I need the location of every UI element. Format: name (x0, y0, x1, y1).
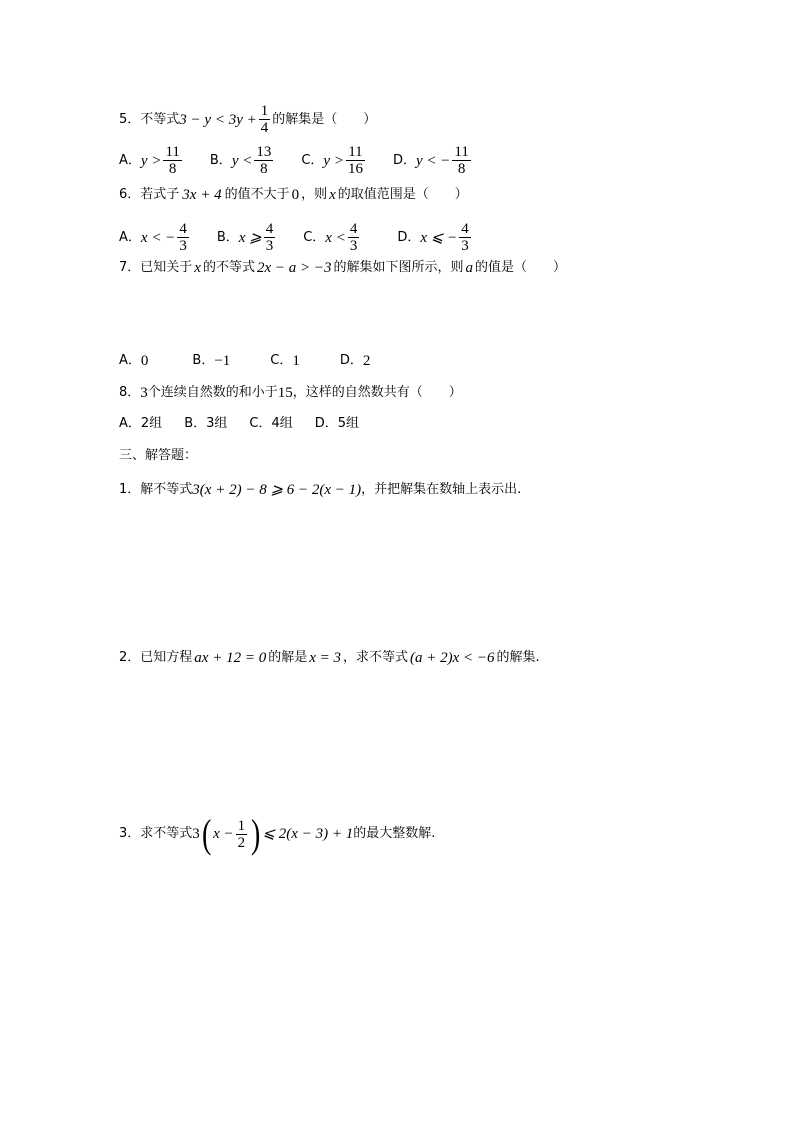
s3-text-pre: 求不等式 (140, 826, 193, 841)
question-8 (119, 383, 462, 403)
option-label: A． (119, 152, 141, 168)
option-label: B． (192, 353, 215, 368)
q7-var2: a (465, 260, 474, 276)
frac-den: 8 (260, 161, 268, 177)
option-value: 0 (140, 353, 149, 369)
frac-num: 4 (265, 221, 274, 237)
left-paren-icon: ( (201, 811, 212, 856)
q6-option-c[interactable] (303, 221, 361, 254)
s2-expression3: (a + 2)x < −6 (410, 650, 495, 666)
option-label: D． (392, 152, 416, 168)
frac-den: 16 (347, 161, 363, 177)
solve-problem-2 (119, 648, 540, 668)
frac-den: 3 (179, 238, 187, 254)
frac-den: 8 (168, 161, 177, 177)
s2-number: 2． (119, 650, 141, 665)
q5-options (119, 144, 473, 177)
q6-option-a[interactable] (119, 221, 191, 254)
option-fraction (254, 144, 273, 177)
s3-number: 3． (119, 826, 141, 841)
s3-fraction (236, 818, 248, 851)
s1-expression: 3(x + 2) − 8 ⩾ 6 − 2(x − 1) (192, 482, 362, 498)
q8-number: 8． (119, 385, 141, 400)
q7-number: 7． (119, 260, 141, 275)
q8-options (119, 414, 359, 434)
option-value: 2组 (140, 416, 163, 431)
q5-expression: 3 − y < 3y + (179, 111, 257, 128)
q5-frac-den: 4 (260, 120, 269, 136)
frac-den: 8 (457, 161, 466, 177)
option-fraction (346, 144, 365, 177)
frac-num: 4 (179, 221, 187, 237)
s1-text-pre: 解不等式 (140, 482, 193, 497)
s3-text-post: 的最大整数解. (353, 826, 436, 841)
solve-problem-3 (119, 811, 436, 856)
q7-options (119, 351, 370, 371)
question-7 (119, 258, 566, 278)
solve-problem-1 (119, 480, 521, 500)
q8-text-pre: 个连续自然数的和小于 (147, 385, 278, 400)
section-title (119, 446, 197, 466)
q6-option-b[interactable] (217, 221, 277, 254)
option-label: A． (119, 229, 141, 245)
q7-text-mid: 的不等式 (202, 260, 255, 275)
option-label: D． (397, 229, 421, 245)
s3-frac-den: 2 (237, 834, 246, 851)
s3-expression-post: ⩽ 2(x − 3) + 1 (262, 826, 354, 842)
q8-fifteen: 15 (277, 385, 293, 401)
q6-text-pre: 若式子 (140, 187, 180, 202)
q8-text-post: ，这样的自然数共有（ ） (292, 385, 462, 400)
q6-options (119, 221, 473, 254)
s2-text-pre: 已知方程 (140, 650, 193, 665)
frac-num: 4 (349, 221, 358, 237)
s2-expression2: x = 3 (309, 650, 341, 666)
q6-text-post: 的取值范围是（ ） (337, 187, 468, 202)
option-value: 4组 (271, 416, 293, 431)
option-lhs: x ⩽ − (420, 229, 458, 246)
q5-frac-num: 1 (260, 103, 269, 119)
frac-num: 13 (256, 144, 272, 160)
option-label: A． (119, 416, 141, 431)
option-fraction (459, 221, 471, 254)
q7-text-mid2: 的解集如下图所示，则 (333, 260, 464, 275)
q5-option-c[interactable] (301, 144, 367, 177)
q5-option-a[interactable] (119, 144, 184, 177)
option-label: B． (209, 152, 232, 168)
option-label: C． (303, 229, 326, 245)
q5-text-post: 的解集是（ ） (272, 111, 377, 127)
q7-option-c[interactable] (270, 351, 300, 371)
option-label: B． (216, 229, 239, 245)
q5-number: 5． (119, 111, 141, 127)
q7-text-post: 的值是（ ） (475, 260, 567, 275)
q6-zero: 0 (291, 187, 300, 203)
q8-option-d[interactable] (315, 414, 359, 434)
s2-text-mid2: ，求不等式 (343, 650, 409, 665)
frac-num: 11 (454, 144, 469, 160)
frac-num: 11 (165, 144, 180, 160)
q7-text-pre: 已知关于 (140, 260, 193, 275)
q7-expression: 2x − a > −3 (256, 260, 332, 276)
q5-option-b[interactable] (210, 144, 275, 177)
option-lhs: x ⩾ (238, 229, 262, 246)
option-value: −1 (214, 353, 231, 369)
q8-three: 3 (140, 385, 148, 401)
option-fraction (264, 221, 276, 254)
q5-text-pre: 不等式 (140, 111, 180, 127)
question-6 (119, 185, 468, 205)
option-label: B． (184, 416, 207, 431)
q7-var: x (194, 260, 201, 276)
option-label: D． (339, 353, 363, 368)
s3-inner: x − (213, 826, 234, 842)
frac-num: 11 (348, 144, 363, 160)
s1-number: 1． (119, 482, 141, 497)
q8-option-b[interactable] (184, 414, 227, 434)
option-lhs: x < (325, 229, 346, 246)
option-label: C． (270, 353, 293, 368)
option-label: D． (314, 416, 338, 431)
option-lhs: y < − (415, 152, 451, 169)
q7-option-b[interactable] (192, 351, 230, 371)
right-paren-icon: ) (251, 811, 261, 856)
q6-text-mid: 的值不大于 (224, 187, 290, 202)
frac-den: 3 (265, 238, 274, 254)
q7-option-d[interactable] (340, 351, 371, 371)
frac-den: 3 (461, 238, 469, 254)
s2-text-mid: 的解是 (268, 650, 308, 665)
q5-option-d[interactable] (393, 144, 473, 177)
option-lhs: y > (140, 152, 162, 169)
option-lhs: y < (231, 152, 253, 169)
option-fraction (348, 221, 360, 254)
frac-den: 3 (349, 238, 358, 254)
option-label: A． (119, 353, 141, 368)
option-label: C． (249, 416, 272, 431)
s1-text-post: ，并把解集在数轴上表示出. (361, 482, 522, 497)
option-value: 2 (362, 353, 371, 369)
q6-text-mid2: ，则 (301, 187, 328, 202)
option-fraction (177, 221, 189, 254)
s2-text-post: 的解集. (496, 650, 540, 665)
s3-coefficient: 3 (192, 826, 200, 842)
section-3-heading: 三、解答题： (119, 448, 198, 463)
q6-option-d[interactable] (397, 221, 472, 254)
option-label: C． (301, 152, 324, 168)
q6-var: x (329, 187, 336, 203)
q7-option-a[interactable] (119, 351, 148, 371)
option-lhs: y > (323, 152, 344, 169)
option-value: 5组 (337, 416, 360, 431)
option-lhs: x < − (140, 229, 176, 246)
q6-expression: 3x + 4 (182, 187, 222, 203)
question-5 (119, 103, 376, 136)
option-value: 3组 (206, 416, 228, 431)
q5-fraction (259, 103, 271, 136)
q8-option-a[interactable] (119, 414, 162, 434)
option-fraction (452, 144, 470, 177)
option-value: 1 (292, 353, 300, 369)
s2-expression: ax + 12 = 0 (194, 650, 267, 666)
s3-frac-num: 1 (237, 817, 246, 834)
q6-number: 6． (119, 187, 141, 202)
option-fraction (163, 144, 181, 177)
frac-num: 4 (461, 221, 469, 237)
q8-option-c[interactable] (249, 414, 292, 434)
